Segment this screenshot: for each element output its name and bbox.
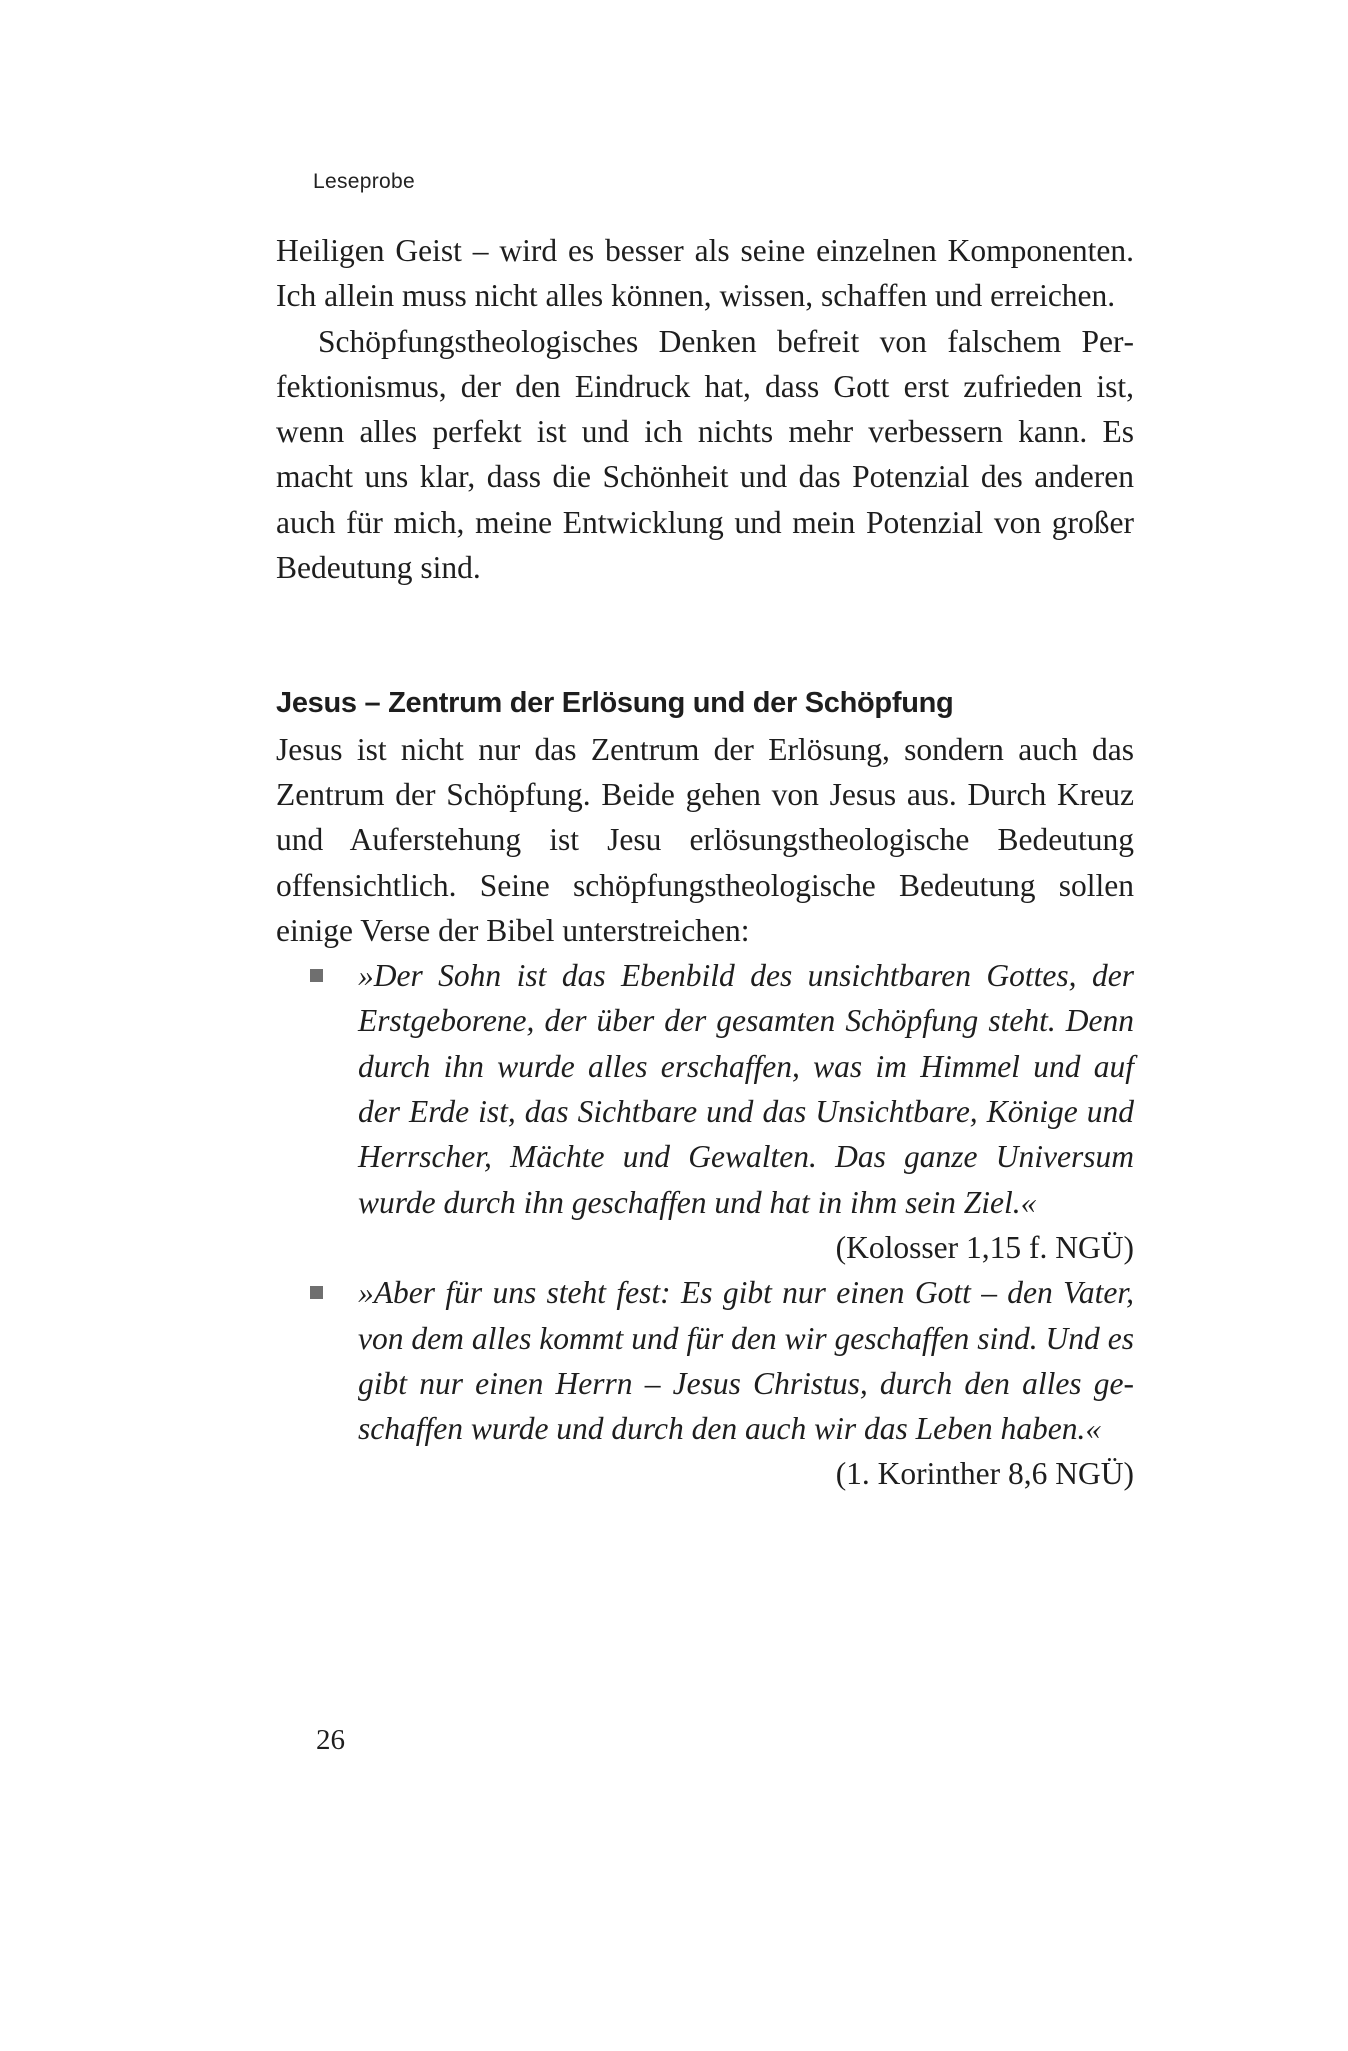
bible-quote-item: [276, 1270, 1134, 1496]
paragraph-jesus-center: Jesus ist nicht nur das Zentrum der Erlösung, sondern auch das Zentrum der Schöpfung. Beide gehen von Jesus aus. Durch Kreuz und Auferstehung ist Jesu erlösungstheologische Bedeutung offensichtlich. Seine schöpfungstheologische Bedeutung sollen einige Verse der Bibel unterstreichen:: [276, 731, 1134, 948]
quote-text: »Der Sohn ist das Ebenbild des unsichtbaren Gottes, der Erstgeborene, der über der gesamten Schöpfung steht. Denn durch ihn wurde alles erschaffen, was im Himmel und auf der Erde ist, das Sichtbare und das Unsichtbare, Könige und Herrscher, Mächte und Gewalten. Das ganze Universum wurde durch ihn geschaffen und hat in ihm sein Ziel.«: [358, 958, 1134, 1220]
bible-quote-list: [276, 953, 1134, 1497]
quote-text: »Aber für uns steht fest: Es gibt nur einen Gott – den Vater, von dem alles kommt und für den wir geschaffen sind. Und es gibt nur einen Herrn – Jesus Christus, durch den alles geschaffen wurde und durch den auch wir das Leben haben.«: [358, 1275, 1134, 1447]
bible-quote-item: [276, 953, 1134, 1270]
quote-citation: (Kolosser 1,15 f. NGÜ): [835, 1229, 1134, 1265]
square-bullet-icon: [310, 1286, 323, 1299]
paragraph-continued: Heiligen Geist – wird es besser als seine einzelnen Komponenten. Ich allein muss nicht alles können, wissen, schaffen und erreichen.: [276, 233, 1134, 314]
paragraph-perfectionism: Schöpfungstheologisches Denken befreit von falschem Perfektionismus, der den Eindruck hat, dass Gott erst zufrieden ist, wenn alles perfekt ist und ich nichts mehr verbessern kann. Es macht uns klar, dass die Schönheit und das Potenzial des anderen auch für mich, meine Entwicklung und mein Potenzial von großer Bedeutung sind.: [276, 323, 1134, 586]
page-number: 26: [316, 1724, 345, 1756]
quote-citation: (1. Korinther 8,6 NGÜ): [835, 1456, 1134, 1492]
section-heading: Jesus – Zentrum der Erlösung und der Schöpfung: [276, 687, 954, 720]
body-text: [276, 228, 1134, 1497]
running-head: Leseprobe: [313, 170, 415, 193]
square-bullet-icon: [310, 969, 323, 982]
